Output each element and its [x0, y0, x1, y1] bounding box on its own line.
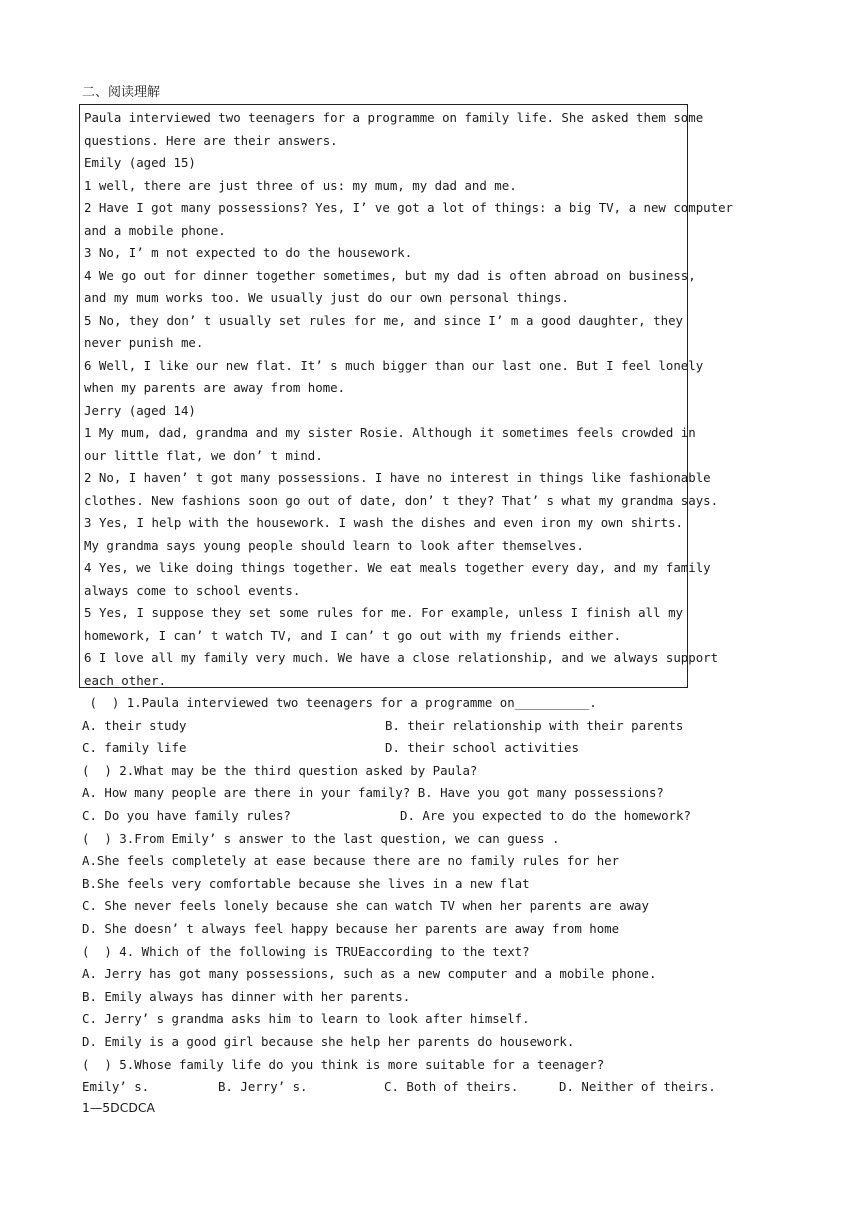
option-c: C. She never feels lonely because she can watch TV when her parents are away: [82, 898, 649, 914]
passage-line: 3 No, I’ m not expected to do the housework.: [84, 245, 413, 260]
option-c: C. family life: [82, 740, 187, 756]
passage-line: Paula interviewed two teenagers for a programme on family life. She asked them some: [84, 110, 704, 125]
passage-line: our little flat, we don’ t mind.: [84, 447, 323, 463]
passage-line: 6 I love all my family very much. We have a close relationship, and we always support: [84, 650, 719, 665]
passage-line: 4 We go out for dinner together sometimes, but my dad is often abroad on business,: [84, 267, 696, 283]
passage-line: 5 No, they don’ t usually set rules for me, and since I’ m a good daughter, they: [84, 312, 683, 328]
option-a-b: A. How many people are there in your family? B. Have you got many possessions?: [82, 785, 664, 801]
option-row: [82, 737, 742, 760]
option-b: B. Jerry’ s.: [218, 1079, 308, 1095]
question-stem-2: ( ) 2.What may be the third question asked by Paula?: [82, 762, 478, 778]
passage-line: and a mobile phone.: [84, 222, 226, 238]
option-d: D. Neither of theirs.: [559, 1079, 716, 1095]
answer-key: 1—5DCDCA: [82, 1100, 156, 1115]
option-a: Emily’ s.: [82, 1079, 150, 1095]
passage-line: 1 My mum, dad, grandma and my sister Rosie. Although it sometimes feels crowded in: [84, 425, 696, 440]
question-list: [82, 692, 742, 1099]
speaker-heading-jerry: Jerry (aged 14): [84, 402, 196, 418]
passage-line: and my mum works too. We usually just do our own personal things.: [84, 290, 569, 305]
option-d: D. Emily is a good girl because she help her parents do housework.: [82, 1033, 575, 1049]
option-b: B.She feels very comfortable because she lives in a new flat: [82, 875, 530, 891]
question-stem-1: ( ) 1.Paula interviewed two teenagers for a programme on__________.: [82, 695, 597, 710]
reading-passage-box: [79, 104, 734, 688]
passage-line: when my parents are away from home.: [84, 380, 346, 395]
passage-line: 6 Well, I like our new flat. It’ s much bigger than our last one. But I feel lonely: [84, 357, 704, 373]
passage-line: My grandma says young people should learn to look after themselves.: [84, 537, 584, 553]
passage-line: questions. Here are their answers.: [84, 132, 338, 148]
option-d: D. Are you expected to do the homework?: [400, 807, 691, 823]
option-c: C. Both of theirs.: [384, 1079, 519, 1095]
option-b: B. Emily always has dinner with her parents.: [82, 988, 411, 1004]
passage-line: 2 No, I haven’ t got many possessions. I have no interest in things like fashionable: [84, 470, 711, 485]
speaker-heading-emily: Emily (aged 15): [84, 155, 196, 170]
question-stem-4: ( ) 4. Which of the following is TRUEaccording to the text?: [82, 943, 530, 959]
option-row: [82, 1076, 742, 1099]
passage-line: clothes. New fashions soon go out of date, don’ t they? That’ s what my grandma says.: [84, 492, 719, 508]
passage-line: 5 Yes, I suppose they set some rules for me. For example, unless I finish all my: [84, 605, 683, 620]
option-c: C. Jerry’ s grandma asks him to learn to look after himself.: [82, 1011, 530, 1027]
passage-line: 3 Yes, I help with the housework. I wash the dishes and even iron my own shirts.: [84, 515, 683, 530]
passage-line: 4 Yes, we like doing things together. We eat meals together every day, and my family: [84, 560, 711, 575]
option-row: [82, 715, 742, 738]
passage-line: 1 well, there are just three of us: my mum, my dad and me.: [84, 177, 517, 193]
option-a: A. Jerry has got many possessions, such as a new computer and a mobile phone.: [82, 966, 657, 982]
question-stem-5: ( ) 5.Whose family life do you think is more suitable for a teenager?: [82, 1056, 605, 1072]
passage-line: homework, I can’ t watch TV, and I can’ t go out with my friends either.: [84, 627, 622, 643]
option-d: D. She doesn’ t always feel happy because her parents are away from home: [82, 920, 620, 936]
section-heading: 二、阅读理解: [82, 85, 161, 100]
passage-line: 2 Have I got many possessions? Yes, I’ ve got a lot of things: a big TV, a new computer: [84, 200, 734, 215]
passage-line: always come to school events.: [84, 582, 301, 598]
passage-line: each other.: [84, 672, 167, 688]
option-a: A. their study: [82, 717, 187, 733]
option-a: A.She feels completely at ease because there are no family rules for her: [82, 853, 620, 869]
option-row: [82, 805, 742, 828]
option-d: D. their school activities: [385, 740, 579, 756]
option-b: B. their relationship with their parents: [385, 717, 684, 733]
option-c: C. Do you have family rules?: [82, 807, 291, 823]
passage-line: never punish me.: [84, 335, 204, 350]
question-stem-3: ( ) 3.From Emily’ s answer to the last question, we can guess .: [82, 830, 560, 846]
